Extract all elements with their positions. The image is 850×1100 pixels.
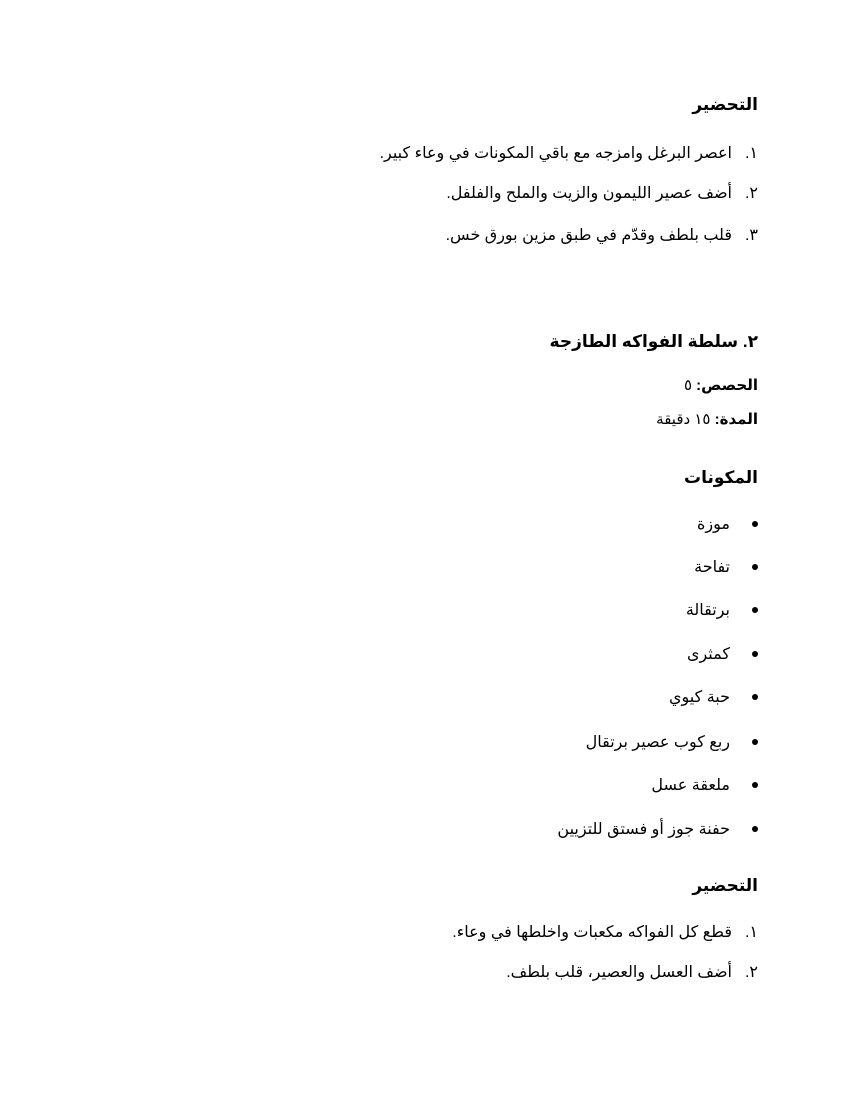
ingredient-text: كمثرى xyxy=(686,646,730,663)
bullet-icon xyxy=(752,521,758,527)
step-number: ٣. xyxy=(744,227,758,244)
ingredient-text: حفنة جوز أو فستق للتزيين xyxy=(557,821,730,838)
step-number: ١. xyxy=(744,145,758,162)
ingredient-item xyxy=(557,819,758,839)
servings-value: ٥ xyxy=(683,377,692,394)
prep-step-2-1 xyxy=(452,922,758,942)
duration-value: ١٥ دقيقة xyxy=(656,411,711,428)
step-text: قطع كل الفواكه مكعبات واخلطها في وعاء. xyxy=(452,924,732,941)
recipe-title-2: ٢. سلطة الفواكه الطازجة xyxy=(549,332,758,351)
ingredient-text: حبة كيوي xyxy=(669,689,730,706)
duration-line xyxy=(656,410,758,428)
step-number: ٢. xyxy=(744,185,758,202)
prep-step-1-3 xyxy=(446,225,758,245)
bullet-icon xyxy=(752,694,758,700)
bullet-icon xyxy=(752,739,758,745)
ingredients-heading: المكونات xyxy=(683,468,758,487)
duration-label: المدة: xyxy=(714,411,758,428)
step-number: ١. xyxy=(744,924,758,941)
prep-step-2-2 xyxy=(506,962,758,982)
ingredient-text: تفاحة xyxy=(694,559,730,576)
ingredient-item xyxy=(651,775,758,795)
prep-step-1-1 xyxy=(380,143,758,163)
ingredient-item xyxy=(694,557,758,577)
ingredient-item xyxy=(697,514,758,534)
bullet-icon xyxy=(752,826,758,832)
servings-line xyxy=(684,376,758,394)
step-text: اعصر البرغل وامزجه مع باقي المكونات في وعاء كبير. xyxy=(379,145,732,162)
ingredient-item xyxy=(686,600,758,620)
step-number: ٢. xyxy=(744,964,758,981)
bullet-icon xyxy=(752,607,758,613)
step-text: أضف عصير الليمون والزيت والملح والفلفل. xyxy=(446,185,732,202)
servings-label: الحصص: xyxy=(696,377,758,394)
bullet-icon xyxy=(752,651,758,657)
ingredient-text: برتقالة xyxy=(685,602,730,619)
step-text: قلب بلطف وقدّم في طبق مزين بورق خس. xyxy=(445,227,732,244)
bullet-icon xyxy=(752,782,758,788)
preparation-heading-1: التحضير xyxy=(692,95,758,114)
bullet-icon xyxy=(752,564,758,570)
ingredient-item xyxy=(586,732,758,752)
step-text: أضف العسل والعصير، قلب بلطف. xyxy=(506,964,732,981)
ingredient-item xyxy=(669,687,758,707)
ingredient-text: ملعقة عسل xyxy=(651,777,730,794)
ingredient-text: موزة xyxy=(697,516,730,533)
preparation-heading-2: التحضير xyxy=(692,876,758,895)
prep-step-1-2 xyxy=(446,183,758,203)
ingredient-item xyxy=(687,644,758,664)
ingredient-text: ربع كوب عصير برتقال xyxy=(585,734,730,751)
